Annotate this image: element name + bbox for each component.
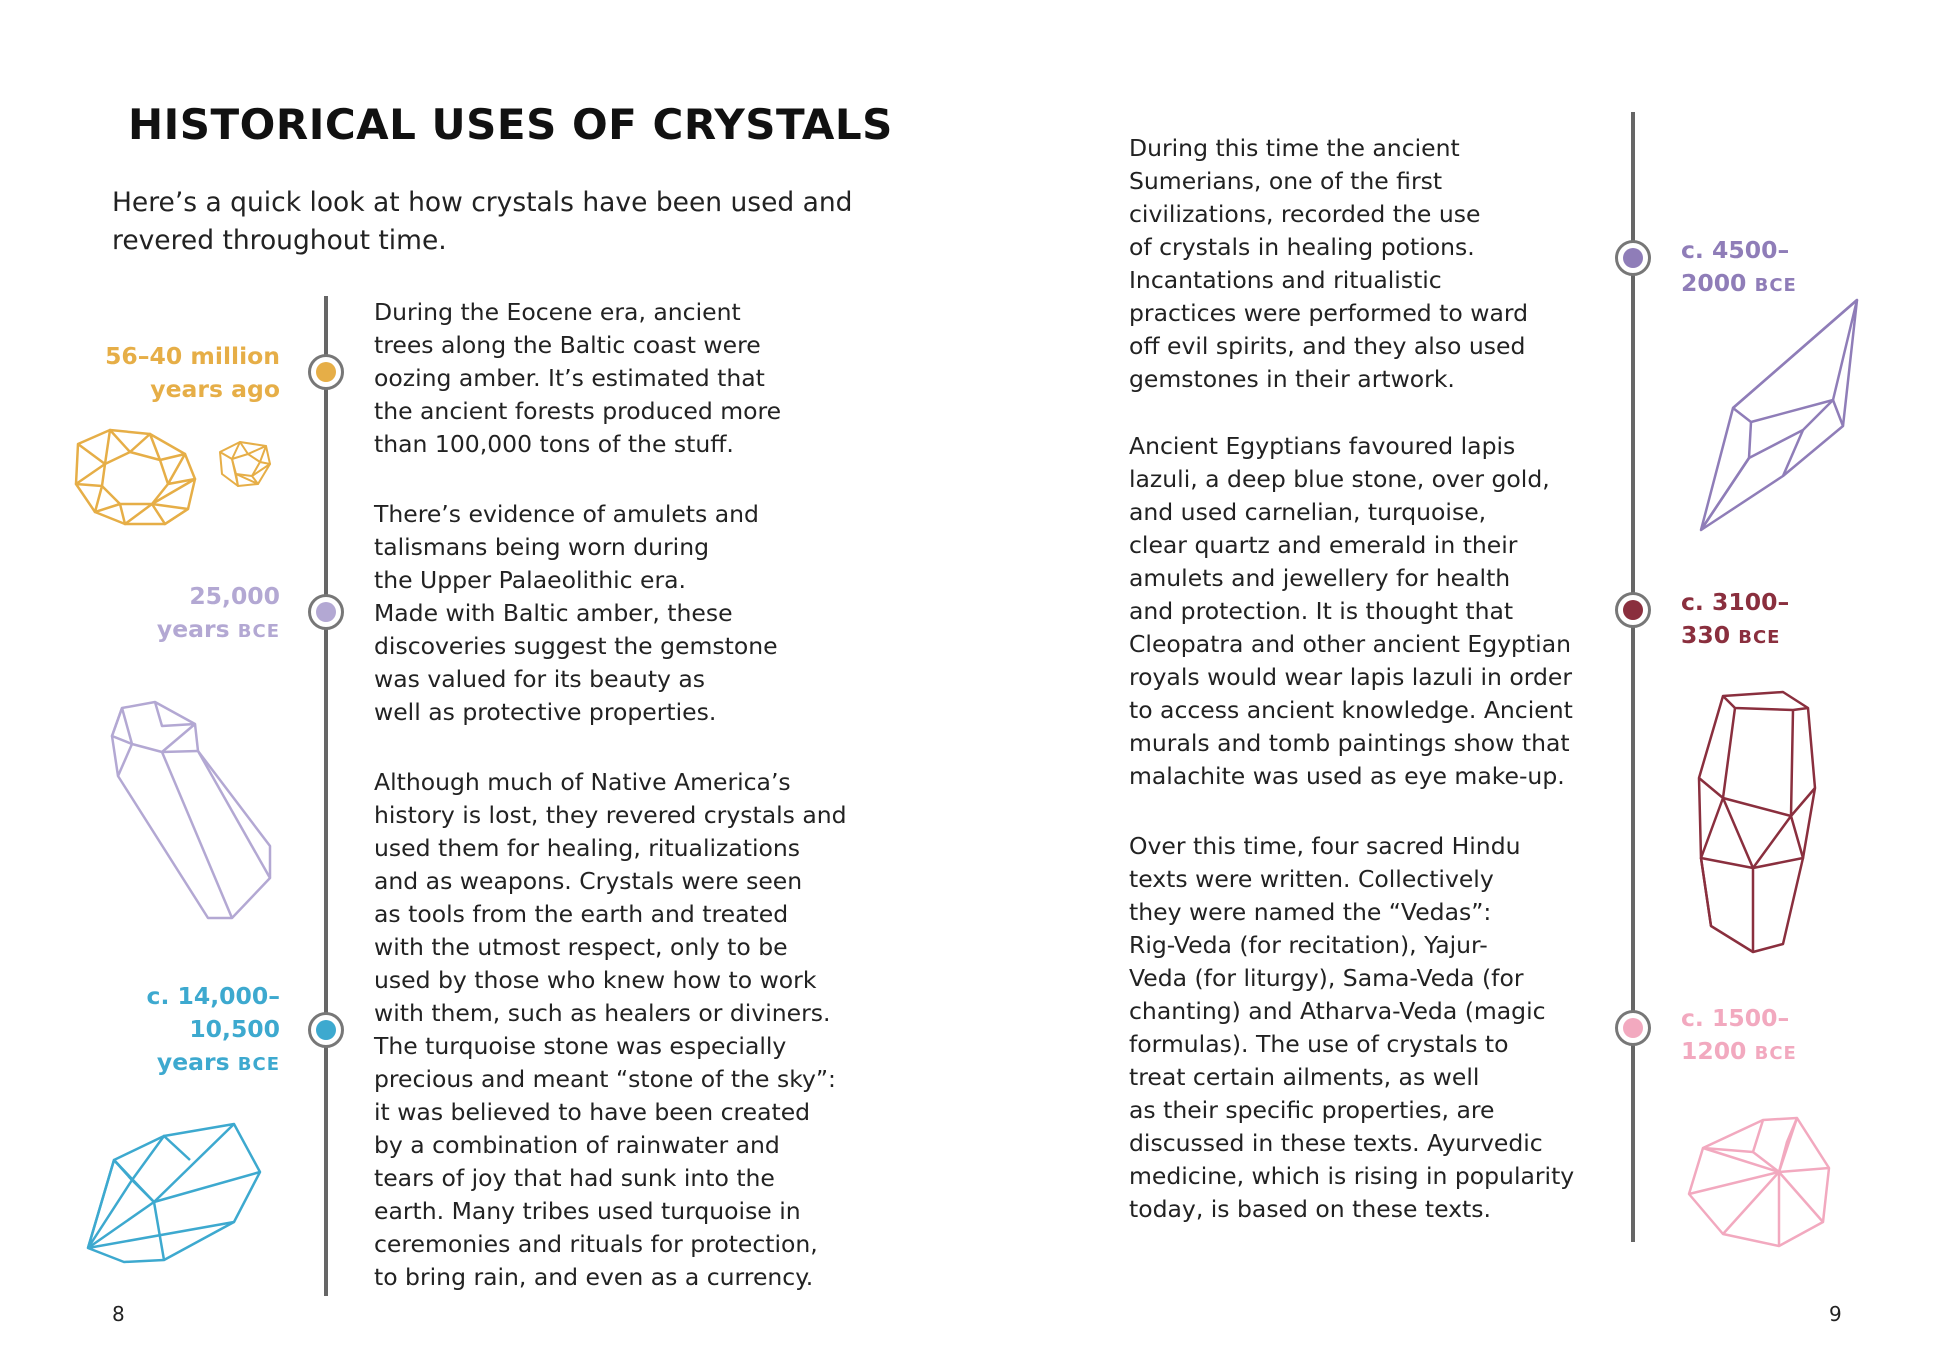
intro-text: Here’s a quick look at how crystals have been used and revered throughout time. <box>112 187 853 256</box>
paragraph-eocene: During the Eocene era, ancient trees along the Baltic coast were oozing amber. It’s estimated that the ancient forests produced more than 100,000 tons of the stuff. <box>374 298 782 458</box>
timeline-date-amber: 56–40 million years ago <box>105 342 280 403</box>
page-number-left: 8 <box>112 1302 125 1326</box>
timeline-line-right <box>1631 112 1635 1242</box>
timeline-date-4500: c. 4500– 2000 BCE <box>1681 236 1797 297</box>
timeline-dot-14000 <box>308 1012 344 1048</box>
right-page <box>973 0 1946 1372</box>
timeline-date-14000: c. 14,000– 10,500 years BCE <box>146 982 280 1076</box>
timeline-dot-4500 <box>1615 240 1651 276</box>
amber-crystal-icon <box>70 424 280 534</box>
amethyst-crystal-icon <box>1693 296 1863 536</box>
quartz-point-icon <box>100 696 280 926</box>
timeline-date-25000: 25,000 years BCE <box>156 582 280 643</box>
timeline-dot-25000 <box>308 594 344 630</box>
paragraph-egyptians: Ancient Egyptians favoured lapis lazuli, a deep blue stone, over gold, and used carnelian, turquoise, clear quartz and emerald in their amulets and jewellery for health and protection. It is thought that Cleopatra and other ancient Egyptian royals would wear lapis lazuli in order to access ancient knowledge. Ancient murals and tomb paintings show that malachite was used as eye make-up. <box>1129 432 1573 790</box>
timeline-dot-3100 <box>1615 592 1651 628</box>
paragraph-palaeolithic: There’s evidence of amulets and talismans being worn during the Upper Palaeolithic era. Made with Baltic amber, these discoveries suggest the gemstone was valued for its beauty as well as protective properties. <box>374 500 778 726</box>
paragraph-native-america: Although much of Native America’s history is lost, they revered crystals and used them for healing, ritualizations and as weapons. Crystals were seen as tools from the earth and treated with the utmost respect, only to be used by those who knew how to work with them, such as healers or diviners. The turquoise stone was especially precious and meant “stone of the sky”: it was believed to have been created by a combination of rainwater and tears of joy that had sunk into the earth. Many tribes used turquoise in ceremonies and rituals for protection, to bring rain, and even as a currency. <box>374 768 847 1291</box>
page-number-right: 9 <box>1829 1302 1842 1326</box>
timeline-date-3100: c. 3100– 330 BCE <box>1681 588 1790 649</box>
turquoise-stone-icon <box>84 1120 264 1270</box>
rose-quartz-icon <box>1683 1112 1833 1252</box>
timeline-dot-1500 <box>1615 1010 1651 1046</box>
paragraph-vedas: Over this time, four sacred Hindu texts were written. Collectively they were named the “Vedas”: Rig-Veda (for recitation), Yajur- Veda (for liturgy), Sama-Veda (for chanting) and Atharva-Veda (magic formulas). The use of crystals to treat certain ailments, as well as their specific properties, are discussed in these texts. Ayurvedic medicine, which is rising in popularity today, is based on these texts. <box>1129 832 1575 1223</box>
timeline-line-left <box>324 296 328 1296</box>
garnet-crystal-icon <box>1693 688 1833 958</box>
paragraph-sumerians: During this time the ancient Sumerians, one of the first civilizations, recorded the use of crystals in healing potions. Incantations and ritualistic practices were performed to ward off evil spirits, and they also used gemstones in their artwork. <box>1129 134 1529 393</box>
timeline-dot-amber <box>308 354 344 390</box>
timeline-date-1500: c. 1500– 1200 BCE <box>1681 1004 1797 1065</box>
page-title: HISTORICAL USES OF CRYSTALS <box>128 100 893 149</box>
